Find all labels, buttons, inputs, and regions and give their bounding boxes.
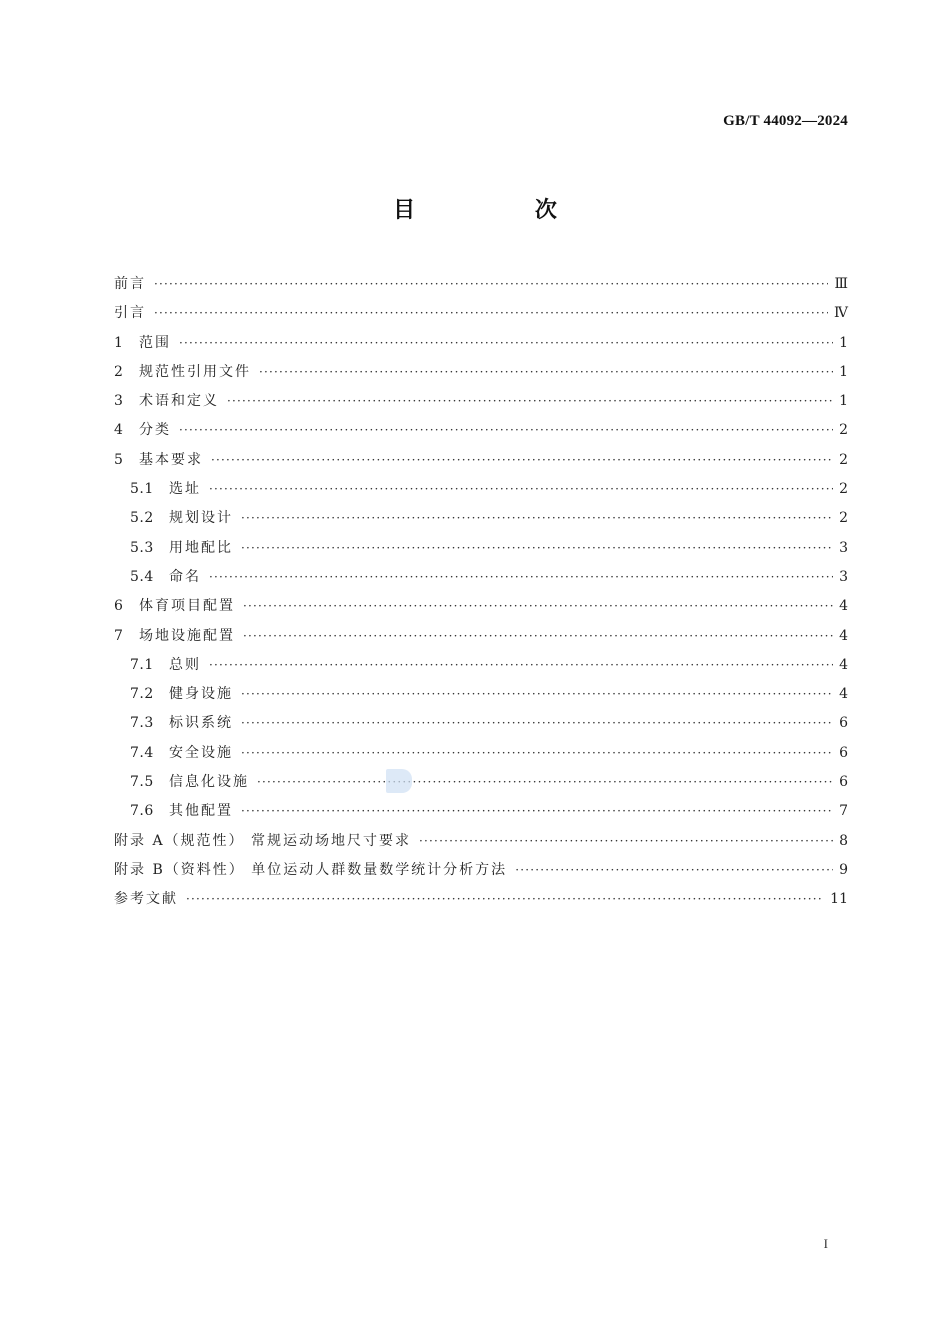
toc-entry[interactable] — [114, 270, 848, 299]
toc-entry[interactable] — [114, 856, 848, 885]
toc-entry-page: 2 — [839, 510, 848, 527]
toc-entry-label: 选址 — [169, 481, 201, 498]
toc-leader-dots — [241, 739, 833, 768]
toc-leader-dots — [211, 446, 833, 475]
toc-entry-page: 4 — [839, 656, 848, 673]
toc-entry[interactable] — [114, 592, 848, 621]
toc-entry[interactable] — [114, 504, 848, 533]
toc-entry-number: 7.5 — [130, 774, 154, 791]
toc-entry-label: 分类 — [139, 422, 171, 439]
table-of-contents — [114, 270, 848, 915]
toc-leader-dots — [154, 299, 828, 328]
toc-entry[interactable] — [114, 534, 848, 563]
toc-leader-dots — [209, 563, 833, 592]
toc-entry[interactable] — [114, 885, 848, 914]
toc-leader-dots — [419, 827, 833, 856]
toc-entry-number: 1 — [114, 334, 124, 351]
toc-entry-label: 标识系统 — [169, 715, 233, 732]
toc-entry-page: Ⅲ — [834, 276, 848, 292]
toc-entry-page: 1 — [839, 363, 848, 380]
toc-entry-label: 基本要求 — [139, 451, 203, 468]
toc-leader-dots — [186, 885, 824, 914]
toc-entry-page: 1 — [839, 334, 848, 351]
toc-entry-label: 信息化设施 — [169, 774, 249, 791]
toc-entry[interactable] — [114, 797, 848, 826]
toc-entry-number: 7.6 — [130, 803, 154, 820]
toc-entry-page: 1 — [839, 393, 848, 410]
toc-leader-dots — [209, 651, 833, 680]
toc-entry-page: 4 — [839, 686, 848, 703]
toc-entry-label: 术语和定义 — [139, 393, 219, 410]
toc-entry-number: 4 — [114, 422, 124, 439]
toc-leader-dots — [241, 680, 833, 709]
toc-entry-page: 7 — [839, 803, 848, 820]
toc-entry[interactable] — [114, 739, 848, 768]
toc-entry[interactable] — [114, 329, 848, 358]
toc-entry-number: 2 — [114, 363, 124, 380]
toc-leader-dots — [209, 475, 833, 504]
toc-entry[interactable] — [114, 622, 848, 651]
toc-leader-dots — [243, 622, 833, 651]
toc-entry-page: 6 — [839, 715, 848, 732]
toc-entry[interactable] — [114, 358, 848, 387]
toc-entry-label: 规划设计 — [169, 510, 233, 527]
toc-leader-dots — [154, 270, 828, 299]
toc-entry-number: 5.1 — [130, 481, 154, 498]
toc-entry-page: 6 — [839, 774, 848, 791]
toc-entry-page: 2 — [839, 481, 848, 498]
toc-entry-label: 规范性引用文件 — [139, 363, 251, 380]
toc-entry-number: 5 — [114, 451, 124, 468]
toc-entry-page: Ⅳ — [834, 305, 848, 322]
toc-entry-number: 5.4 — [130, 568, 154, 585]
toc-entry-number: 7 — [114, 627, 124, 644]
watermark-logo — [386, 769, 412, 793]
toc-entry-page: 3 — [839, 539, 848, 556]
toc-entry-number: 7.3 — [130, 715, 154, 732]
toc-entry-number: 5.3 — [130, 539, 154, 556]
toc-entry-number: 5.2 — [130, 510, 154, 527]
toc-leader-dots — [259, 358, 833, 387]
toc-entry-label: 体育项目配置 — [139, 598, 235, 615]
toc-entry-label: 安全设施 — [169, 744, 233, 761]
toc-entry-number: 6 — [114, 598, 124, 615]
toc-entry[interactable] — [114, 299, 848, 328]
toc-entry[interactable] — [114, 827, 848, 856]
toc-entry-label: 参考文献 — [114, 891, 178, 908]
toc-entry-page: 3 — [839, 568, 848, 585]
toc-leader-dots — [243, 592, 833, 621]
toc-entry-label: 范围 — [139, 334, 171, 351]
toc-entry-label: 健身设施 — [169, 686, 233, 703]
toc-entry-number: 3 — [114, 393, 124, 410]
toc-entry[interactable] — [114, 387, 848, 416]
toc-leader-dots — [241, 797, 833, 826]
toc-entry-page: 4 — [839, 598, 848, 615]
toc-entry-label: 用地配比 — [169, 539, 233, 556]
toc-entry-number: 7.1 — [130, 656, 154, 673]
toc-entry-number: 7.4 — [130, 744, 154, 761]
toc-entry[interactable] — [114, 416, 848, 445]
page-number: I — [823, 1236, 828, 1251]
toc-entry[interactable] — [114, 651, 848, 680]
toc-entry-number: 7.2 — [130, 686, 154, 703]
toc-leader-dots — [227, 387, 833, 416]
toc-entry-label: 场地设施配置 — [139, 627, 235, 644]
toc-leader-dots — [241, 709, 833, 738]
toc-entry-label: 前言 — [114, 276, 146, 292]
toc-leader-dots — [179, 416, 833, 445]
toc-entry[interactable] — [114, 446, 848, 475]
toc-leader-dots — [515, 856, 833, 885]
toc-entry-page: 2 — [839, 422, 848, 439]
toc-entry[interactable] — [114, 680, 848, 709]
toc-entry[interactable] — [114, 709, 848, 738]
toc-entry-page: 8 — [839, 832, 848, 849]
toc-entry-page: 9 — [839, 861, 848, 878]
toc-entry-page: 11 — [830, 891, 848, 908]
toc-entry-label: 引言 — [114, 305, 146, 322]
toc-entry-label: 其他配置 — [169, 803, 233, 820]
toc-entry-label: 命名 — [169, 568, 201, 585]
document-code: GB/T 44092—2024 — [723, 113, 848, 129]
toc-entry[interactable] — [114, 563, 848, 592]
toc-leader-dots — [257, 768, 833, 797]
toc-entry[interactable] — [114, 475, 848, 504]
toc-entry[interactable] — [114, 768, 848, 797]
toc-entry-label: 附录 B（资料性） 单位运动人群数量数学统计分析方法 — [114, 861, 508, 878]
toc-entry-page: 6 — [839, 744, 848, 761]
toc-leader-dots — [241, 534, 833, 563]
toc-entry-label: 附录 A（规范性） 常规运动场地尺寸要求 — [114, 832, 412, 849]
toc-entry-page: 2 — [839, 451, 848, 468]
page-title: 目 次 — [393, 198, 613, 223]
toc-leader-dots — [179, 329, 833, 358]
toc-entry-label: 总则 — [169, 656, 201, 673]
toc-entry-page: 4 — [839, 627, 848, 644]
toc-leader-dots — [241, 504, 833, 533]
